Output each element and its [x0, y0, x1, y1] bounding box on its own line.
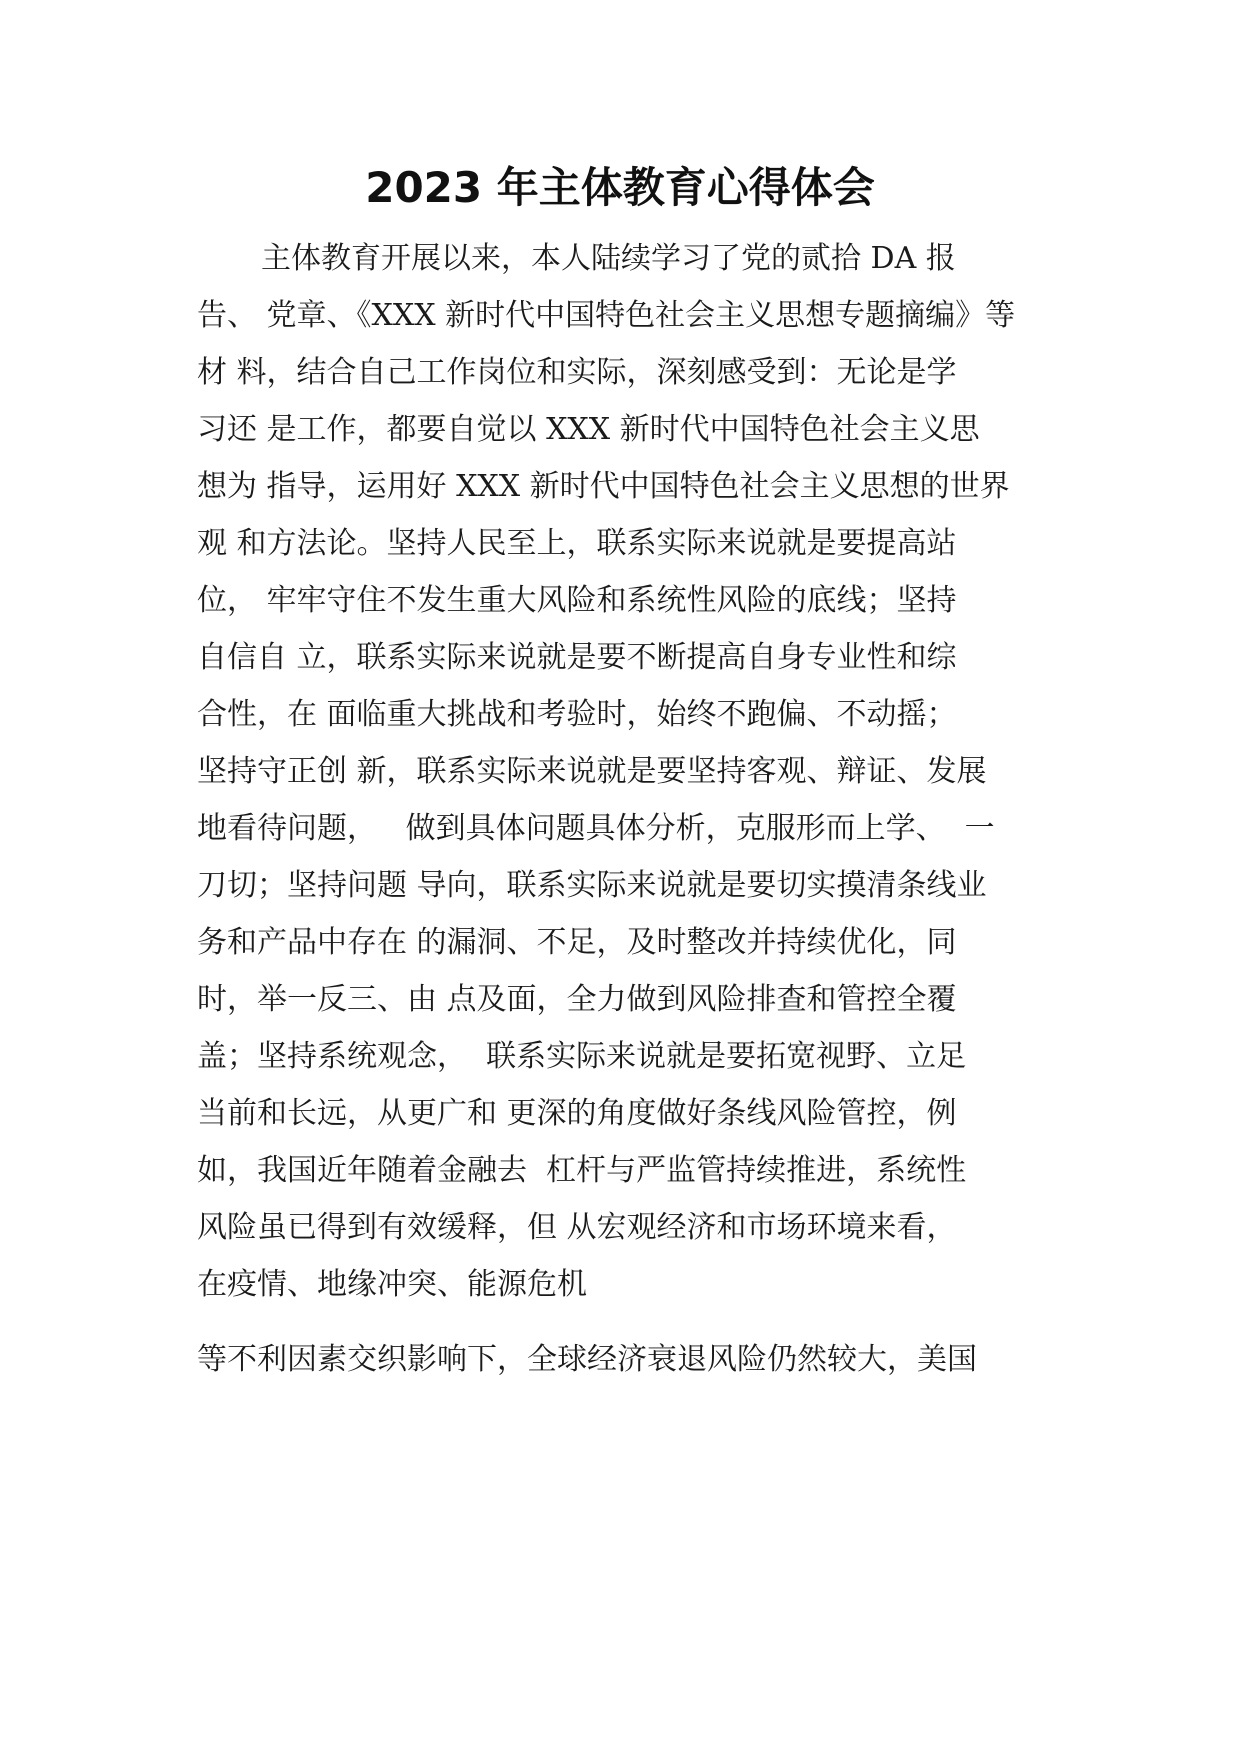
- paragraph-line: 风险虽已得到有效缓释，但 从宏观经济和市场环境来看，: [197, 1210, 957, 1245]
- paragraph-line: 合性，在 面临重大挑战和考验时，始终不跑偏、不动摇；: [197, 697, 957, 732]
- paragraph-line: 在疫情、地缘冲突、能源危机: [197, 1267, 587, 1302]
- paragraph-line: 习还 是工作，都要自觉以 XXX 新时代中国特色社会主义思: [197, 412, 980, 447]
- paragraph-line: 位， 牢牢守住不发生重大风险和系统性风险的底线；坚持: [197, 583, 957, 618]
- paragraph-line: 等不利因素交织影响下，全球经济衰退风险仍然较大，美国: [197, 1342, 977, 1377]
- paragraph-line: 材 料，结合自己工作岗位和实际，深刻感受到：无论是学: [197, 355, 957, 390]
- paragraph-line: 当前和长远，从更广和 更深的角度做好条线风险管控，例: [197, 1096, 957, 1131]
- paragraph-line: 观 和方法论。坚持人民至上，联系实际来说就是要提高站: [197, 526, 957, 561]
- paragraph-line: 告、 党章、《XXX 新时代中国特色社会主义思想专题摘编》等: [197, 298, 1016, 333]
- paragraph-line: 刀切；坚持问题 导向，联系实际来说就是要切实摸清条线业: [197, 868, 987, 903]
- document-body: [197, 230, 1077, 1388]
- paragraph-line: 时，举一反三、由 点及面，全力做到风险排查和管控全覆: [197, 982, 957, 1017]
- document-title: 2023 年主体教育心得体会: [365, 163, 875, 212]
- paragraph-line: 如，我国近年随着金融去 杠杆与严监管持续推进，系统性: [197, 1153, 967, 1188]
- paragraph-line: 想为 指导，运用好 XXX 新时代中国特色社会主义思想的世界: [197, 469, 1010, 504]
- paragraph-line: 务和产品中存在 的漏洞、不足，及时整改并持续优化，同: [197, 925, 957, 960]
- paragraph-line: 盖；坚持系统观念， 联系实际来说就是要拓宽视野、立足: [197, 1039, 967, 1074]
- paragraph-line: 自信自 立，联系实际来说就是要不断提高自身专业性和综: [197, 640, 957, 675]
- paragraph-line: 主体教育开展以来，本人陆续学习了党的贰拾 DA 报: [261, 241, 956, 276]
- paragraph-line: 地看待问题， 做到具体问题具体分析，克服形而上学、 一: [197, 811, 995, 846]
- paragraph-line: 坚持守正创 新，联系实际来说就是要坚持客观、辩证、发展: [197, 754, 987, 789]
